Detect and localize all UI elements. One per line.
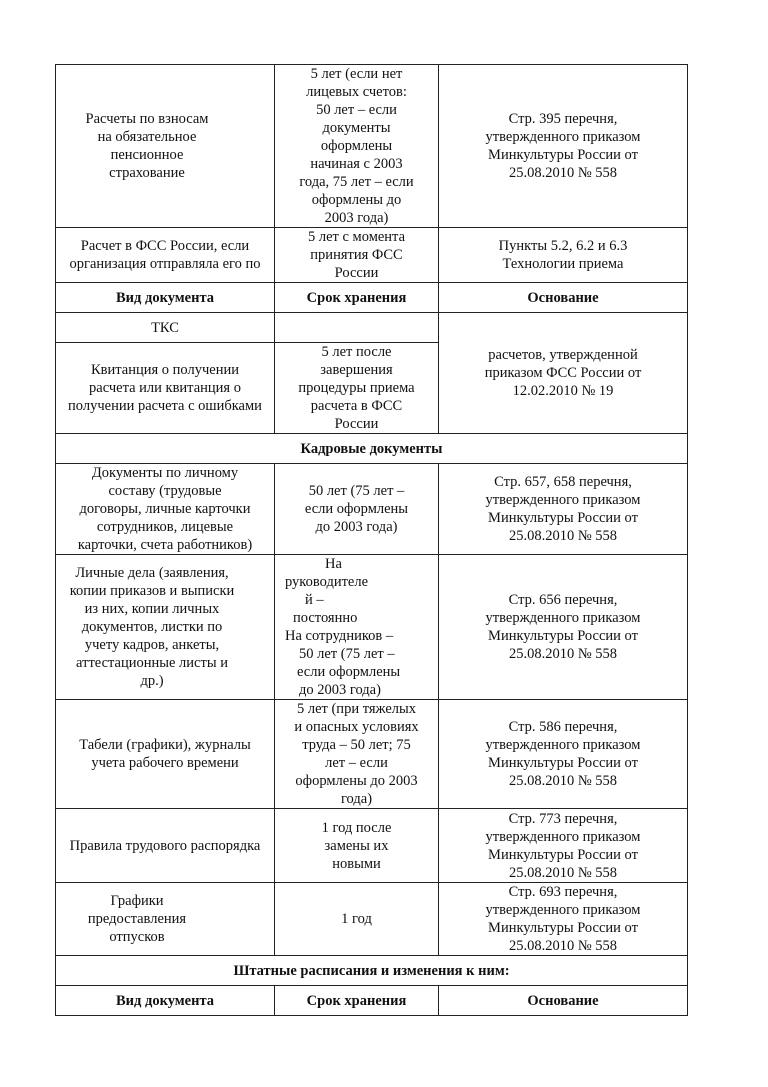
cell-line: замены их — [324, 837, 389, 854]
retention-cell — [275, 809, 439, 883]
cell-line: страхование — [109, 165, 185, 181]
cell-line: оформлены — [320, 138, 393, 154]
cell-line: Стр. 773 перечня, — [508, 810, 618, 827]
cell-line: отпусков — [109, 929, 165, 945]
basis-cell — [439, 228, 688, 283]
cell-line: Квитанция о получении — [91, 362, 239, 378]
cell-line: Стр. 656 перечня, — [508, 592, 618, 608]
cell-line: 1 год — [341, 911, 372, 927]
cell-line: из них, копии личных — [84, 601, 220, 617]
retention-cell — [275, 555, 439, 700]
cell-line: если оформлены — [297, 664, 401, 680]
retention-cell — [275, 883, 439, 956]
cell-line: лицевых счетов: — [306, 84, 407, 100]
cell-line: Табели (графики), журналы — [79, 737, 251, 753]
cell-line: года) — [340, 791, 373, 807]
retention-cell — [275, 313, 439, 343]
basis-cell — [439, 883, 688, 956]
header-row — [56, 283, 688, 313]
cell-line: составу (трудовые — [108, 483, 222, 499]
header-row — [56, 986, 688, 1016]
cell-line: 25.08.2010 № 558 — [508, 528, 618, 544]
cell-line: руководителе — [285, 574, 369, 590]
doc-type-cell — [56, 700, 275, 809]
column-header-basis: Основание — [439, 283, 688, 313]
cell-line: расчета в ФСС — [310, 398, 403, 414]
cell-line: утвержденного приказом — [485, 902, 641, 918]
cell-line: 50 лет (75 лет – — [299, 646, 395, 662]
cell-line: предоставления — [87, 911, 187, 927]
basis-cell — [439, 65, 688, 228]
section-title-staffing: Штатные расписания и изменения к ним: — [56, 956, 688, 986]
cell-line: начиная с 2003 — [310, 156, 403, 172]
table-row — [56, 555, 688, 700]
cell-line: до 2003 года) — [315, 519, 398, 535]
cell-line: если оформлены — [304, 501, 409, 517]
retention-cell — [275, 700, 439, 809]
cell-line: утвержденного приказом — [485, 129, 641, 145]
doc-type-cell — [56, 883, 275, 956]
cell-line: Минкультуры России от — [488, 510, 638, 526]
table-row — [56, 700, 688, 809]
column-header-retention: Срок хранения — [275, 986, 439, 1016]
cell-line: расчетов, утвержденной — [488, 347, 638, 363]
cell-line: 25.08.2010 № 558 — [508, 773, 618, 789]
cell-line: 5 лет с момента — [307, 229, 406, 245]
doc-type-cell — [56, 343, 275, 434]
retention-cell — [275, 65, 439, 228]
cell-line: документы — [322, 120, 391, 136]
table-row — [56, 464, 688, 555]
doc-type-cell — [56, 65, 275, 228]
cell-line: договоры, личные карточки — [79, 501, 251, 517]
table-row — [56, 313, 688, 343]
doc-type-cell — [56, 809, 275, 883]
cell-line: труда – 50 лет; 75 — [302, 737, 411, 753]
section-row — [56, 434, 688, 464]
cell-line: Личные дела (заявления, — [75, 565, 229, 581]
cell-line: года, 75 лет – если — [299, 174, 414, 190]
cell-line: утвержденного приказом — [485, 610, 641, 626]
cell-line: организация отправляла его по — [69, 256, 261, 272]
cell-line: 12.02.2010 № 19 — [512, 383, 614, 399]
cell-line: завершения — [320, 362, 393, 378]
cell-line: 25.08.2010 № 558 — [508, 646, 618, 662]
cell-line: документов, листки по — [81, 619, 223, 635]
doc-type-cell: ТКС — [56, 313, 275, 343]
cell-line: Стр. 586 перечня, — [508, 719, 618, 735]
cell-line: Документы по личному — [91, 465, 239, 481]
basis-cell — [439, 809, 688, 883]
basis-cell — [439, 313, 688, 434]
table-row — [56, 228, 688, 283]
doc-type-cell — [56, 464, 275, 555]
cell-line: Графики — [110, 893, 164, 909]
cell-line: и опасных условиях — [294, 719, 419, 735]
cell-line: оформлены до — [311, 192, 402, 208]
cell-line: й – — [305, 592, 324, 608]
cell-line: на обязательное — [97, 129, 197, 145]
cell-line: лет – если — [325, 755, 388, 771]
cell-line: утвержденного приказом — [485, 737, 641, 753]
cell-line: Стр. 395 перечня, — [508, 111, 618, 127]
column-header-doc-type: Вид документа — [56, 986, 275, 1016]
cell-line: На — [325, 556, 342, 572]
cell-line: пенсионное — [110, 147, 184, 163]
cell-line: 5 лет после — [321, 344, 392, 360]
column-header-retention: Срок хранения — [275, 283, 439, 313]
cell-line: Стр. 693 перечня, — [508, 884, 618, 900]
cell-line: процедуры приема — [298, 380, 415, 396]
cell-line: приказом ФСС России от — [484, 365, 642, 381]
cell-line: Минкультуры России от — [488, 920, 638, 936]
cell-line: Минкультуры России от — [488, 755, 638, 771]
cell-line: карточки, счета работников) — [77, 537, 253, 553]
cell-line: России — [334, 265, 379, 281]
cell-line: 25.08.2010 № 558 — [508, 938, 618, 954]
retention-cell — [275, 228, 439, 283]
cell-line: 25.08.2010 № 558 — [508, 864, 618, 881]
cell-line: др.) — [140, 673, 164, 689]
doc-type-cell — [56, 555, 275, 700]
cell-line: оформлены до 2003 — [295, 773, 418, 789]
document-table — [55, 64, 688, 1016]
cell-line: Правила трудового распорядка — [69, 837, 261, 854]
cell-line: Расчеты по взносам — [85, 111, 209, 127]
cell-line: получении расчета с ошибками — [68, 398, 262, 414]
section-row — [56, 956, 688, 986]
column-header-doc-type: Вид документа — [56, 283, 275, 313]
cell-line: аттестационные листы и — [76, 655, 228, 671]
table-row — [56, 883, 688, 956]
basis-cell — [439, 464, 688, 555]
retention-cell — [275, 464, 439, 555]
cell-line: Технологии приема — [502, 256, 624, 272]
table-row — [56, 65, 688, 228]
cell-line: копии приказов и выписки — [69, 583, 235, 599]
cell-line: 50 лет (75 лет – — [308, 483, 405, 499]
cell-line: сотрудников, лицевые — [96, 519, 234, 535]
cell-line: 25.08.2010 № 558 — [508, 165, 618, 181]
cell-line: Минкультуры России от — [488, 846, 638, 863]
cell-line: На сотрудников – — [285, 628, 394, 644]
cell-line: учету кадров, анкеты, — [84, 637, 220, 653]
cell-line: расчета или квитанция о — [89, 380, 241, 396]
cell-line: новыми — [332, 855, 381, 872]
cell-line: 2003 года) — [324, 210, 389, 226]
cell-line: постоянно — [293, 610, 358, 626]
cell-line: Расчет в ФСС России, если — [80, 238, 250, 254]
cell-line: утвержденного приказом — [485, 828, 641, 845]
basis-cell — [439, 700, 688, 809]
section-title-hr: Кадровые документы — [56, 434, 688, 464]
cell-line: до 2003 года) — [299, 682, 381, 698]
cell-line: России — [334, 416, 379, 432]
doc-type-cell — [56, 228, 275, 283]
retention-cell — [275, 343, 439, 434]
cell-line: Минкультуры России от — [488, 628, 638, 644]
cell-line: Стр. 657, 658 перечня, — [494, 474, 632, 490]
cell-line: учета рабочего времени — [91, 755, 239, 771]
cell-line: 50 лет – если — [316, 102, 397, 118]
cell-line: принятия ФСС — [310, 247, 403, 263]
table-row — [56, 809, 688, 883]
cell-line: 5 лет (при тяжелых — [296, 701, 417, 717]
cell-line: утвержденного приказом — [485, 492, 641, 508]
cell-line: 5 лет (если нет — [310, 66, 403, 82]
cell-line: 1 год после — [321, 819, 392, 836]
cell-line: Минкультуры России от — [488, 147, 638, 163]
cell-line: Пункты 5.2, 6.2 и 6.3 — [498, 238, 628, 254]
basis-cell — [439, 555, 688, 700]
column-header-basis: Основание — [439, 986, 688, 1016]
